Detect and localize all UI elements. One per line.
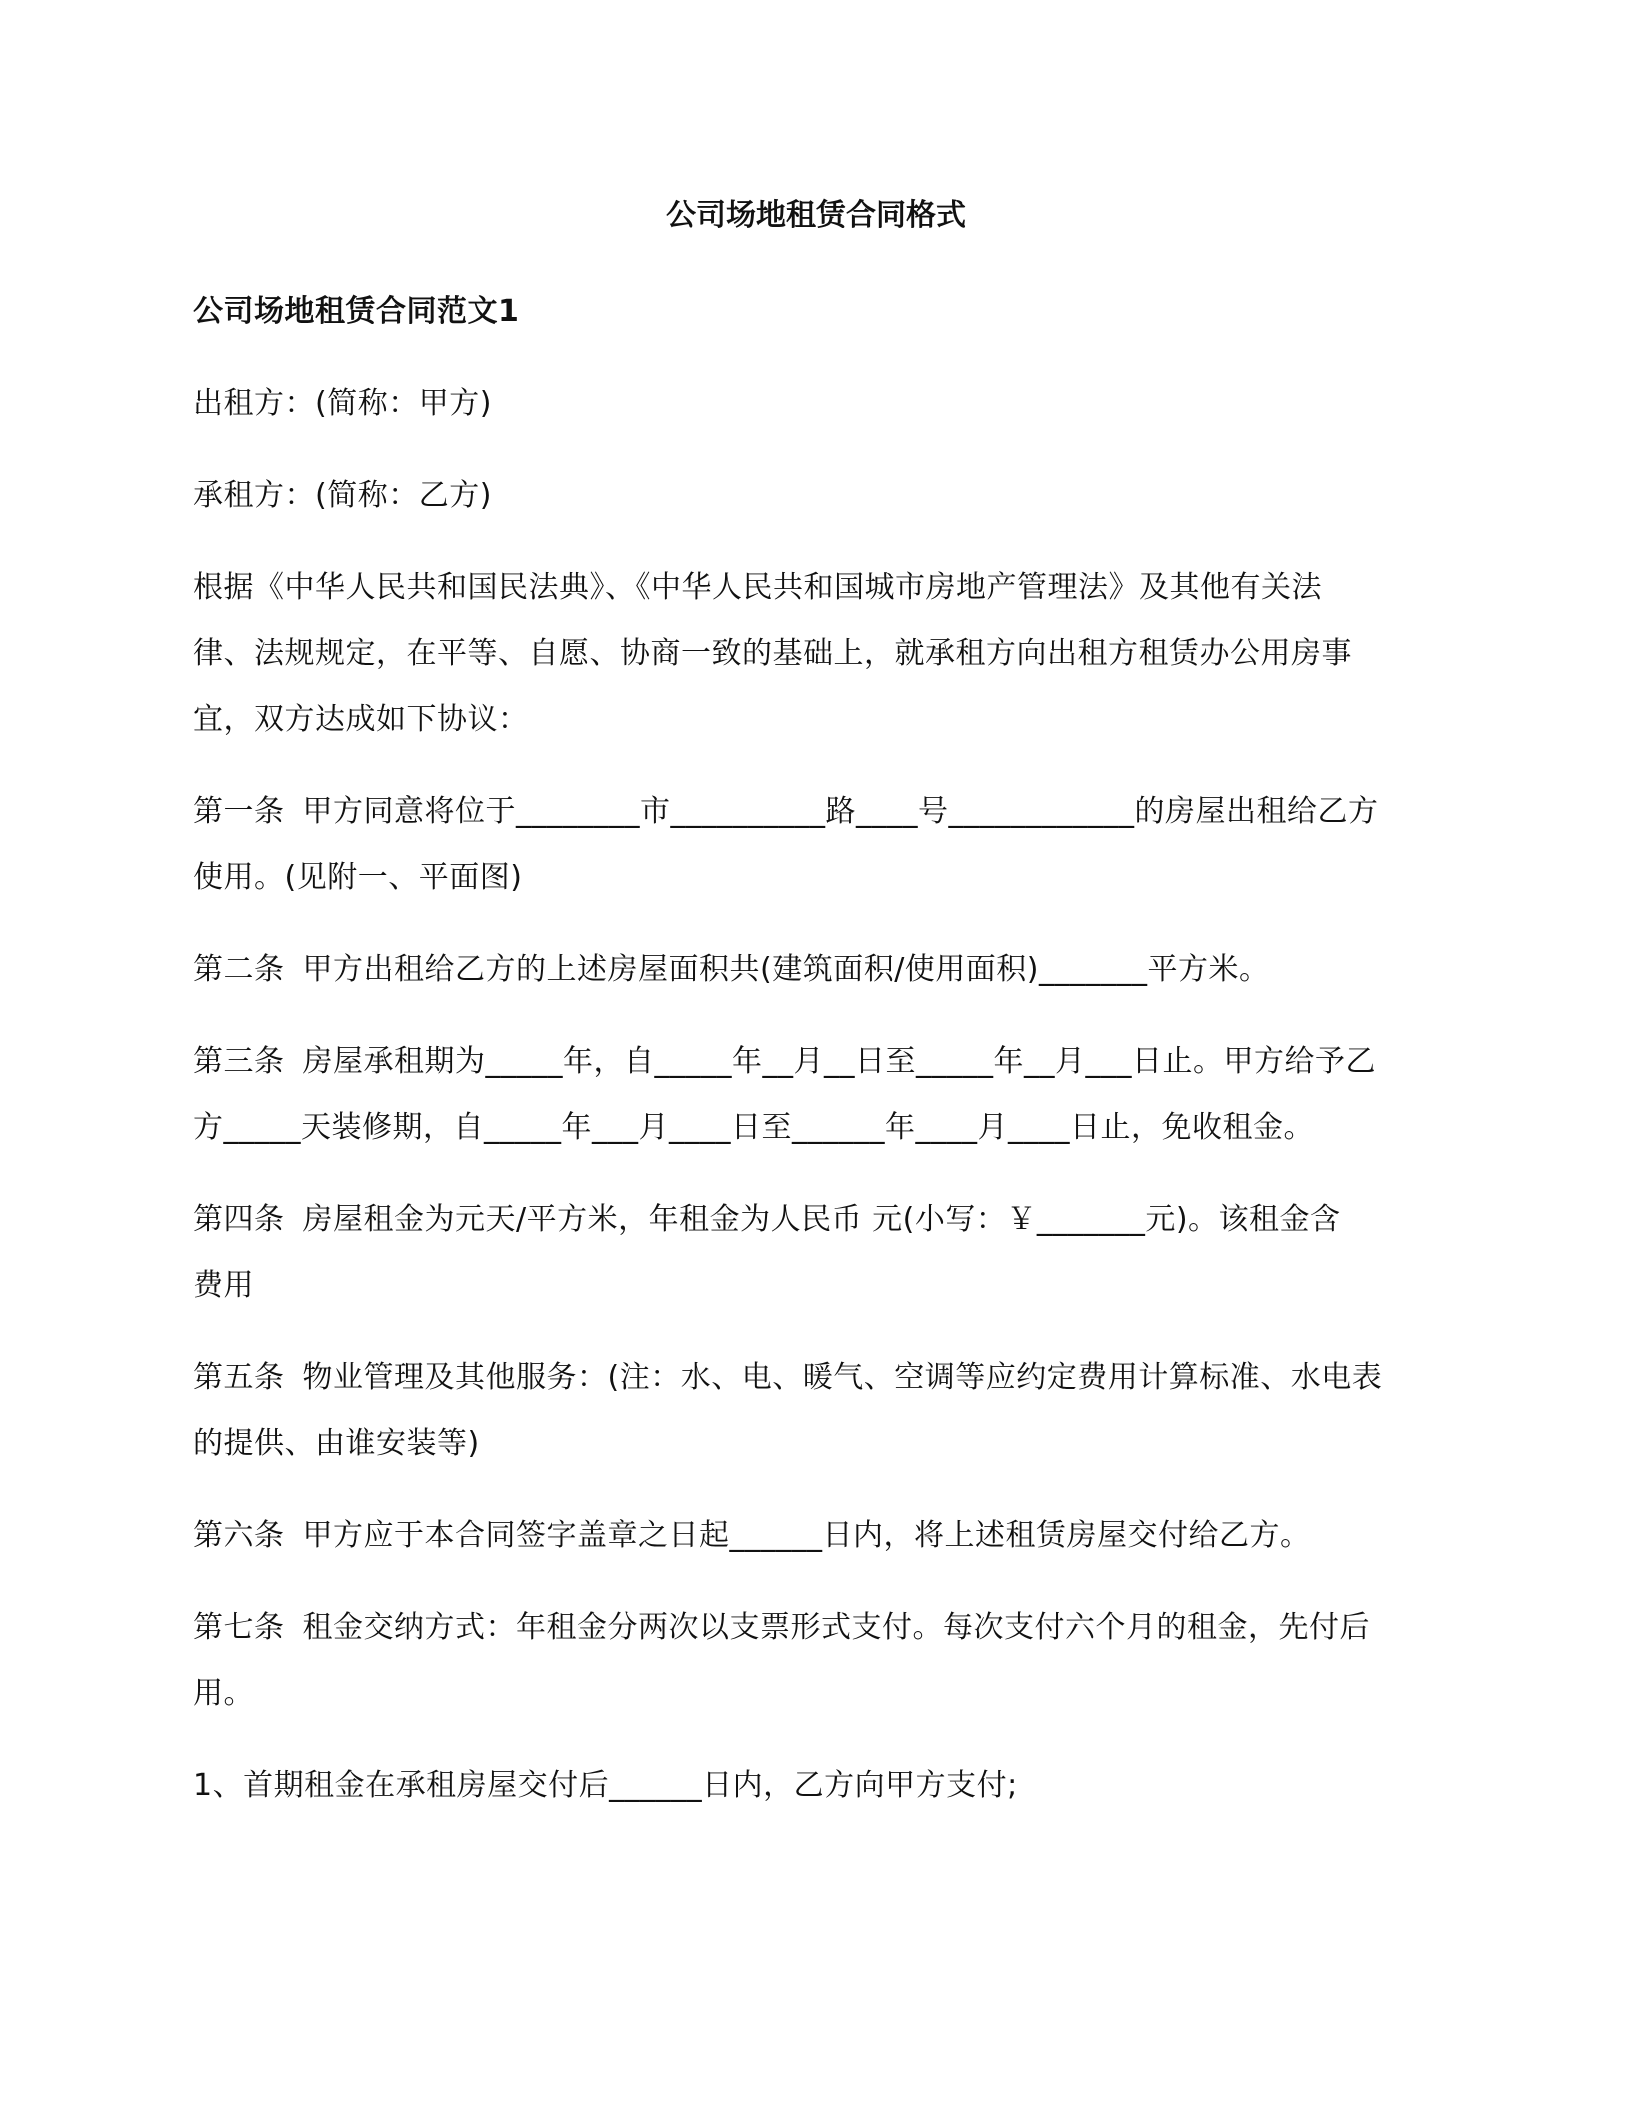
preamble-line-3: 宜，双方达成如下协议： [193,702,529,737]
article-7-line-1 [193,1608,1370,1648]
item-1-line: 1、首期租金在承租房屋交付后______日内，乙方向甲方支付; [193,1768,1018,1803]
article-2-line-1 [193,950,1270,990]
article-1-line-1 [193,792,1379,832]
article-3-text-1: 房屋承租期为_____年，自_____年__月__日至_____年__月___日止。甲方给予乙 [302,1044,1376,1079]
lessor-line: 出租方：(简称：甲方) [193,386,492,421]
article-1-number: 第一条 [193,794,285,829]
article-4-number: 第四条 [193,1202,285,1237]
article-3-number: 第三条 [193,1044,285,1079]
document-title: 公司场地租赁合同格式 [666,198,966,233]
article-2-text-1: 甲方出租给乙方的上述房屋面积共(建筑面积/使用面积)_______平方米。 [302,952,1270,987]
lessee-line: 承租方：(简称：乙方) [193,478,492,513]
article-4-line-1 [193,1200,1341,1240]
article-7-number: 第七条 [193,1610,285,1645]
article-6-line-1 [193,1516,1311,1556]
article-5-number: 第五条 [193,1360,285,1395]
article-4-text-2: 费用 [193,1268,254,1303]
article-3-line-1 [193,1042,1376,1082]
article-6-text-1: 甲方应于本合同签字盖章之日起______日内，将上述租赁房屋交付给乙方。 [302,1518,1311,1553]
article-3-text-2: 方_____天装修期，自_____年___月____日至______年____月____日止，免收租金。 [193,1110,1314,1145]
article-5-line-1 [193,1358,1382,1398]
document-subtitle: 公司场地租赁合同范文1 [193,294,520,329]
article-1-text-1: 甲方同意将位于________市__________路____号____________的房屋出租给乙方 [302,794,1379,829]
article-7-text-1: 租金交纳方式：年租金分两次以支票形式支付。每次支付六个月的租金，先付后 [302,1610,1370,1645]
article-2-number: 第二条 [193,952,285,987]
article-6-number: 第六条 [193,1518,285,1553]
article-5-text-1: 物业管理及其他服务：(注：水、电、暖气、空调等应约定费用计算标准、水电表 [302,1360,1383,1395]
preamble-line-2: 律、法规规定，在平等、自愿、协商一致的基础上，就承租方向出租方租赁办公用房事 [193,636,1352,671]
article-1-text-2: 使用。(见附一、平面图) [193,860,523,895]
preamble-line-1: 根据《中华人民共和国民法典》、《中华人民共和国城市房地产管理法》及其他有关法 [193,570,1322,605]
article-7-text-2: 用。 [193,1676,254,1711]
article-4-text-1: 房屋租金为元天/平方米，年租金为人民币 元(小写：￥_______元)。该租金含 [302,1202,1341,1237]
article-5-text-2: 的提供、由谁安装等) [193,1426,480,1461]
